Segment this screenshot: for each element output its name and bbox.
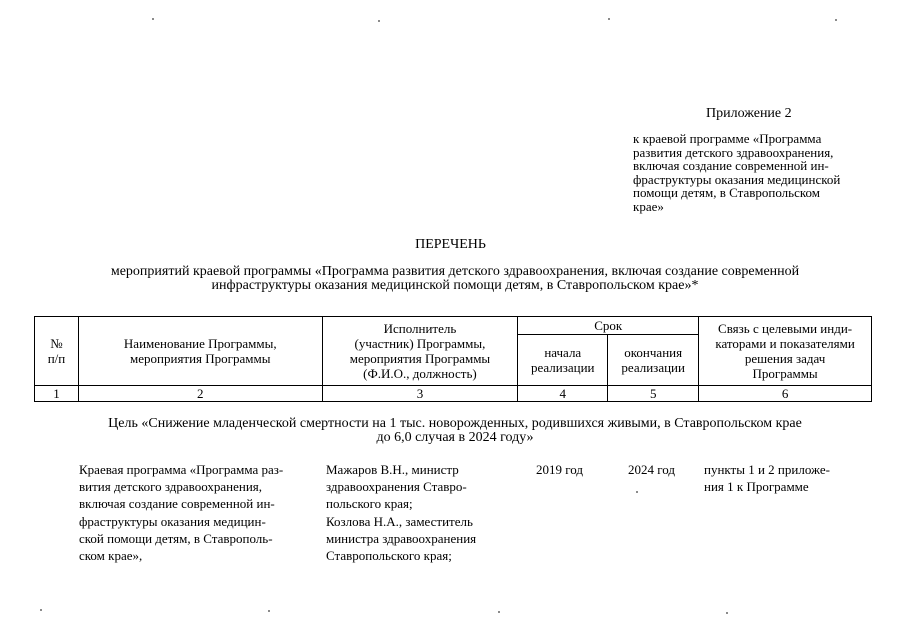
column-number: 5 [608,386,699,402]
header-link: Связь с целевыми инди- каторами и показателями решения задач Программы [699,317,872,386]
column-number: 3 [322,386,518,402]
header-start: начала реализации [518,335,608,386]
row-end-year: 2024 год [628,462,675,477]
scan-speck [40,609,42,611]
column-number: 1 [35,386,79,402]
header-term: Срок [518,317,699,335]
header-end: окончания реализации [608,335,699,386]
column-number: 4 [518,386,608,402]
scan-speck [498,611,500,613]
document-title: ПЕРЕЧЕНЬ [415,237,486,252]
goal-heading: Цель «Снижение младенческой смертности на 1 тыс. новорожденных, родившихся живыми, в Ставропольском крае до 6,0 случая в 2024 году» [108,416,802,445]
scan-speck [636,491,638,493]
column-number: 6 [699,386,872,402]
appendix-title: Приложение 2 [706,106,792,121]
scan-speck [608,18,610,20]
column-number: 2 [78,386,322,402]
scan-speck [268,610,270,612]
header-num: № п/п [35,317,79,386]
scan-speck [152,18,154,20]
document-subtitle: мероприятий краевой программы «Программа развития детского здравоохранения, включая создание современной инфраструктуры оказания медицинской помощи детям, в Ставропольском крае»* [110,264,800,293]
row-indicator-link: пункты 1 и 2 приложе- ния 1 к Программе [704,462,830,495]
header-executor: Исполнитель (участник) Программы, мероприятия Программы (Ф.И.О., должность) [322,317,518,386]
appendix-text: к краевой программе «Программа развития детского здравоохранения, включая создание современной ин- фраструктуры оказания медицинской помощи детям, в Ставропольском крае» [633,131,841,214]
row-executor: Мажаров В.Н., министр здравоохранения Ставро- польского края; Козлова Н.А., заместитель министра здравоохранения Ставропольского края; [326,462,477,564]
row-program-name: Краевая программа «Программа раз- вития детского здравоохранения, включая создание современной ин- фраструктуры оказания медицин- ской помощи детям, в Ставрополь- ском крае», [79,462,284,564]
scan-speck [726,612,728,614]
header-name: Наименование Программы, мероприятия Программы [78,317,322,386]
scan-speck [378,20,380,22]
scan-speck [835,19,837,21]
row-start-year: 2019 год [536,462,583,477]
header-table [34,316,872,402]
